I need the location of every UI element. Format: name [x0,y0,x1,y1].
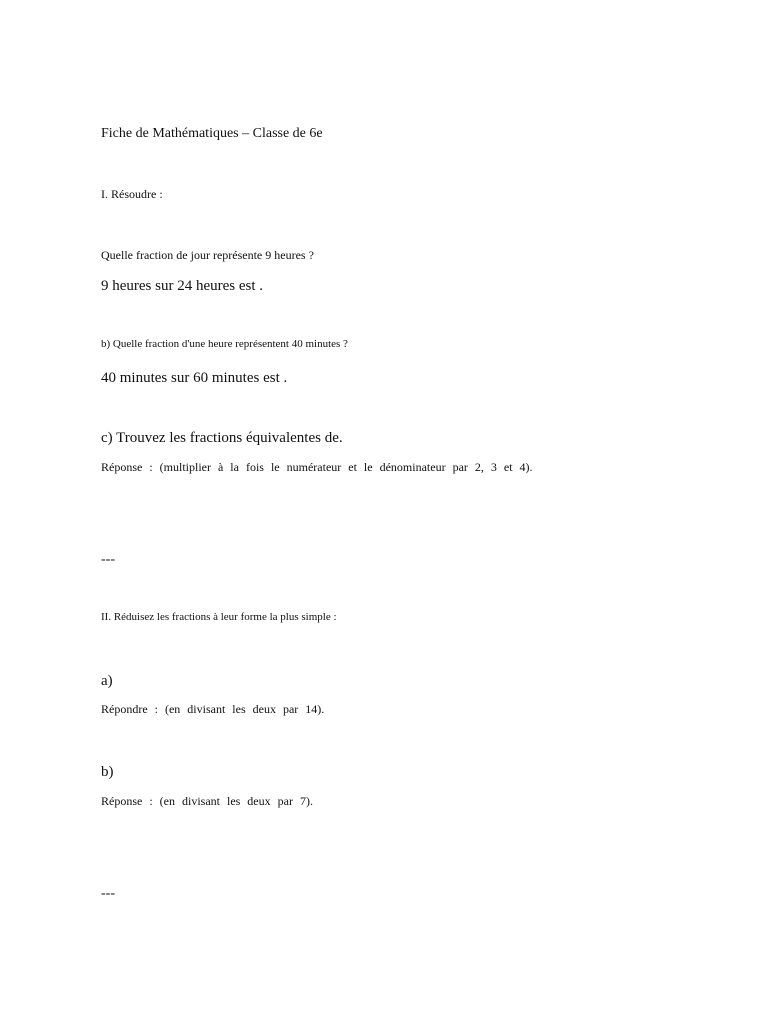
page-title: Fiche de Mathématiques – Classe de 6e [101,126,323,141]
answer-a: 9 heures sur 24 heures est . [101,278,264,294]
answer-b: 40 minutes sur 60 minutes est . [101,370,288,386]
question-a: Quelle fraction de jour représente 9 heures ? [101,248,314,262]
item-a-label: a) [101,673,113,689]
question-b: b) Quelle fraction d'une heure représentent 40 minutes ? [101,338,348,350]
item-b-label: b) [101,764,114,780]
separator-1: --- [101,552,115,567]
separator-2: --- [101,886,115,901]
item-b-answer: Réponse : (en divisant les deux par 7). [101,794,313,808]
section-1-heading: I. Résoudre : [101,187,163,201]
answer-c: Réponse : (multiplier à la fois le numérateur et le dénominateur par 2, 3 et 4). [101,460,533,474]
section-2-heading: II. Réduisez les fractions à leur forme la plus simple : [101,611,337,623]
question-c: c) Trouvez les fractions équivalentes de. [101,430,343,446]
item-a-answer: Répondre : (en divisant les deux par 14). [101,702,325,716]
